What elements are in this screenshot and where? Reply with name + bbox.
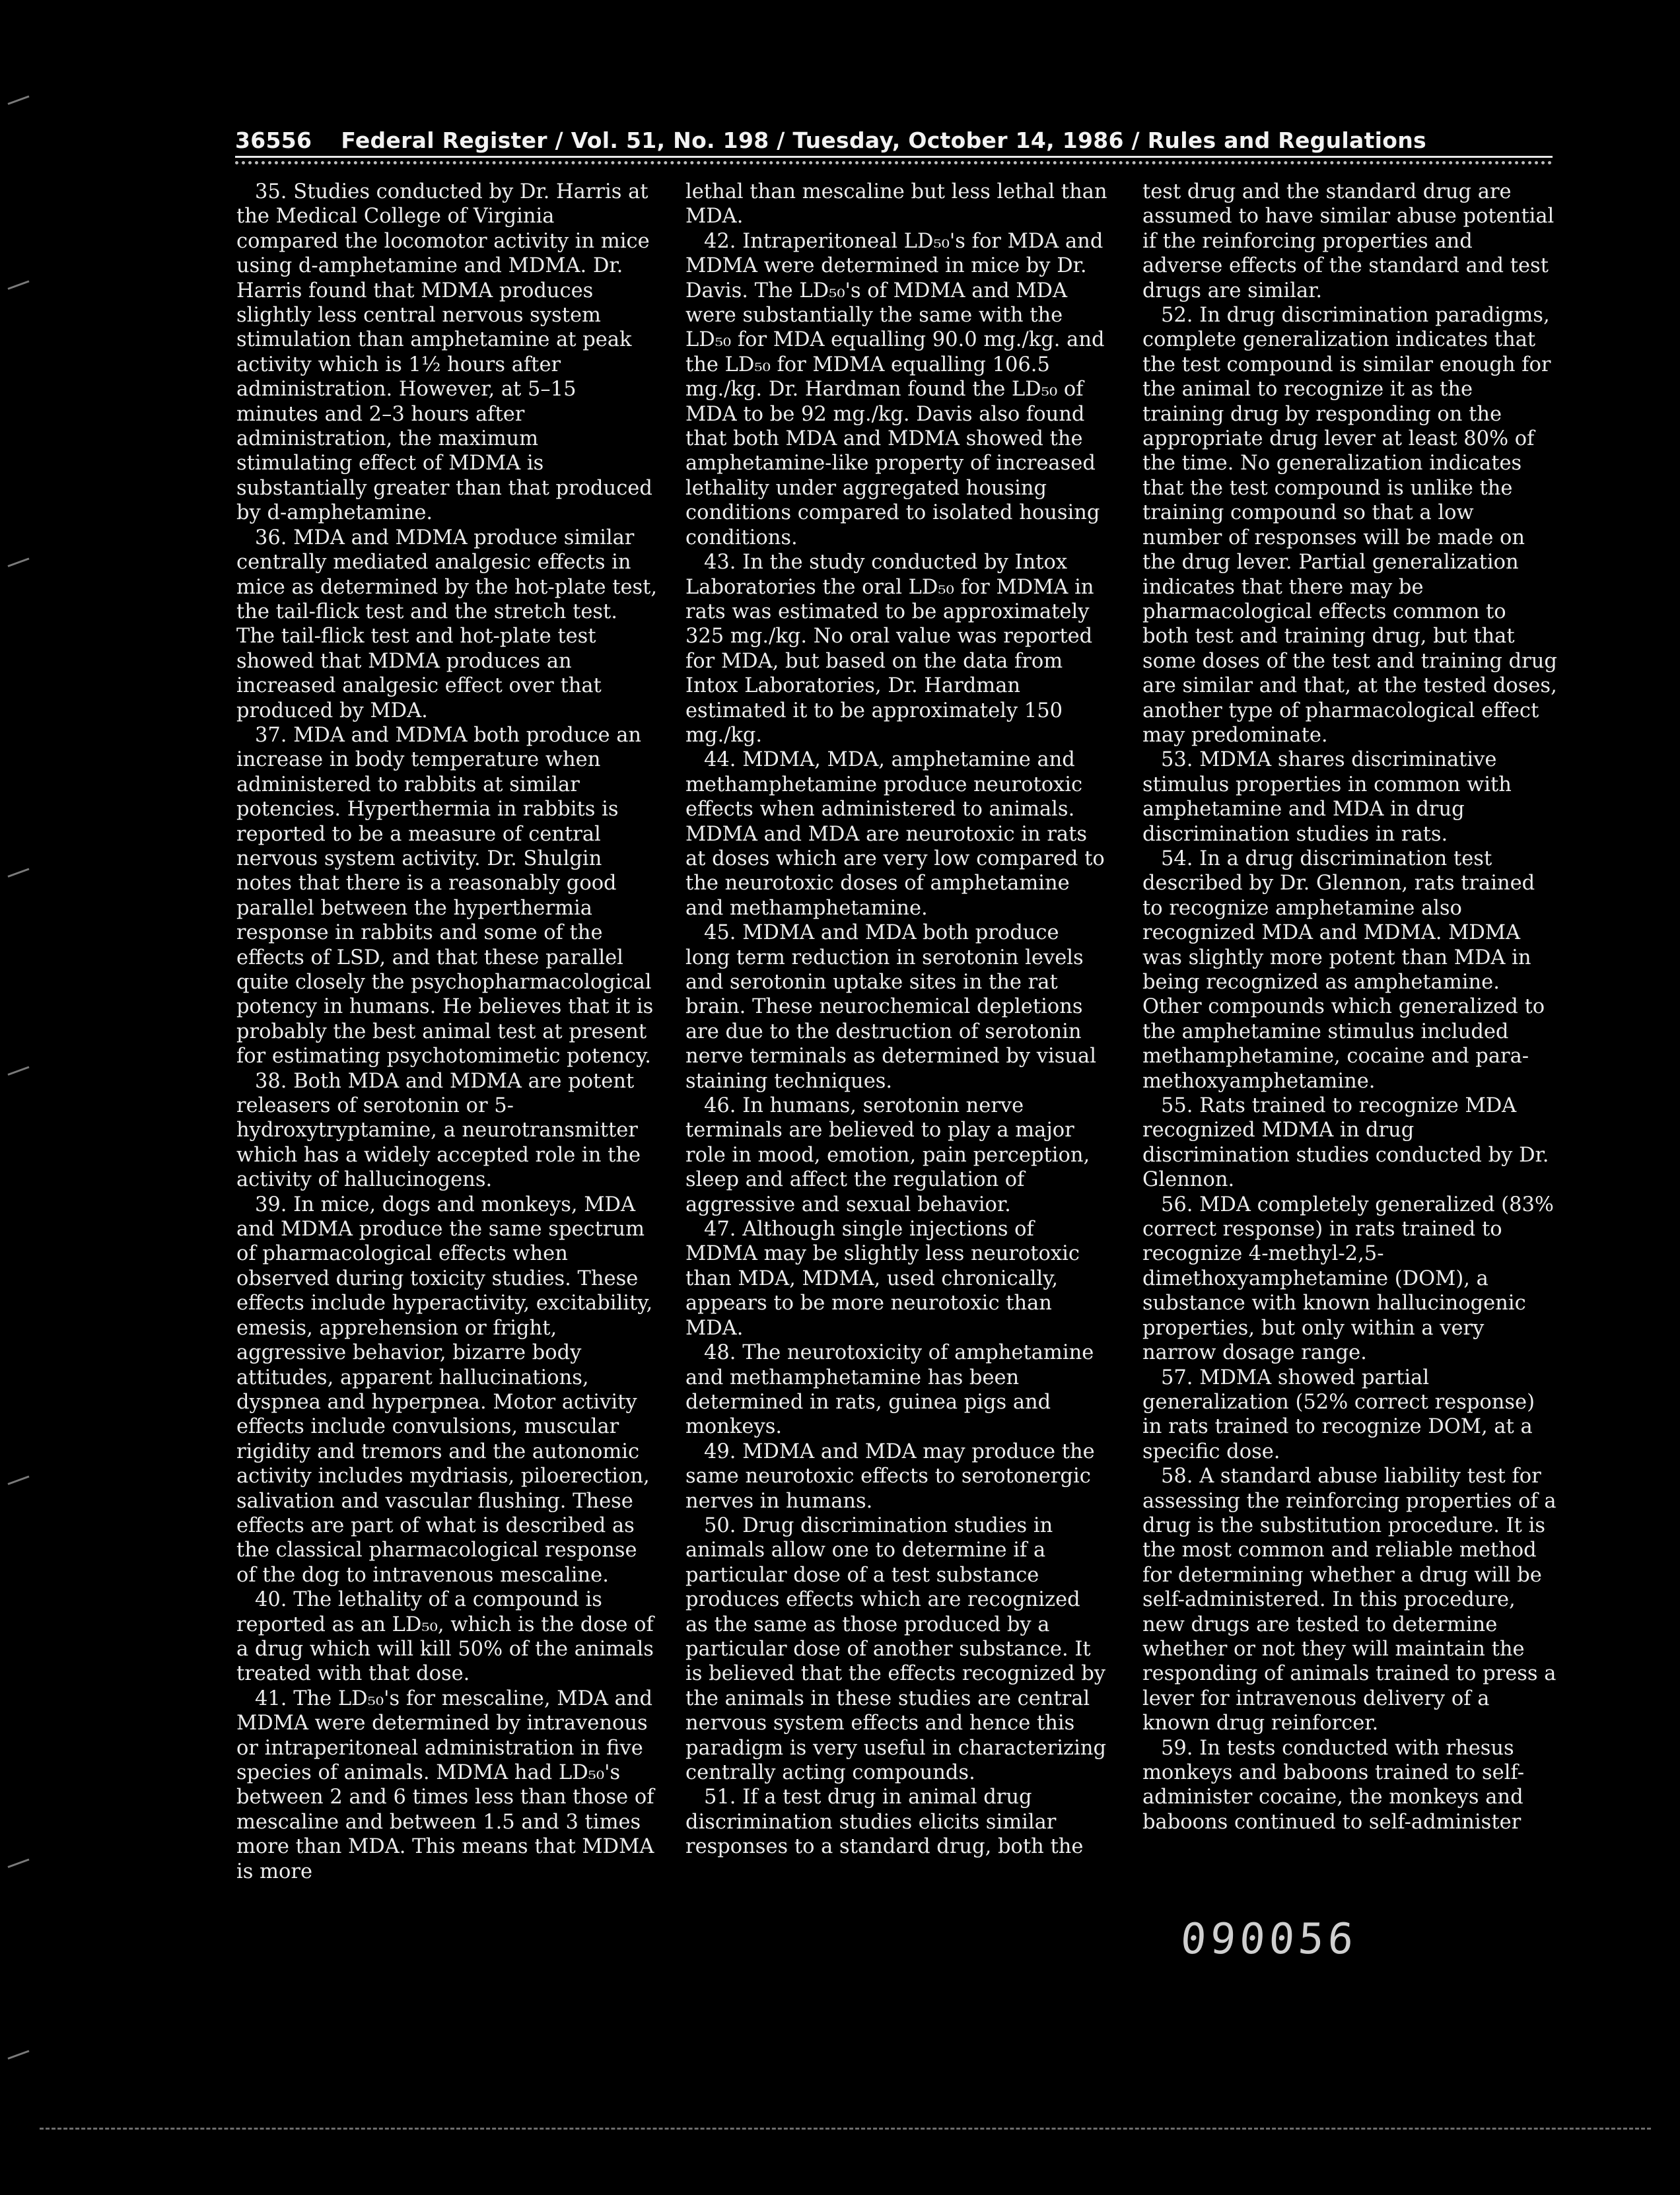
- paragraph-59: 59. In tests conducted with rhesus monkeys and baboons trained to self-administer cocaine, the monkeys and baboons continued to self-administer: [1142, 1736, 1524, 1834]
- paragraph-41: 41. The LD₅₀'s for mescaline, MDA and MDMA were determined by intravenous or intraperitoneal administration in five species of animals. MDMA had LD₅₀'s between 2 and 6 times less than those of mescaline and between 1.5 and 3 times more than MDA. This means that MDMA is more: [236, 1687, 654, 1883]
- paragraph-49: 49. MDMA and MDA may produce the same neurotoxic effects to serotonergic nerves in humans.: [685, 1440, 1095, 1513]
- header-rule-dotted: [235, 161, 1553, 164]
- column-3: [1142, 180, 1557, 1834]
- column-1: [236, 180, 659, 1884]
- text-columns: [236, 180, 1557, 1883]
- running-header: [235, 114, 1553, 153]
- paragraph-43: 43. In the study conducted by Intox Laboratories the oral LD₅₀ for MDMA in rats was estimated to be approximately 325 mg./kg. No oral value was reported for MDA, but based on the data from Intox Laboratories, Dr. Hardman estimated it to be approximately 150 mg./kg.: [685, 551, 1094, 747]
- scan-mark: [7, 280, 30, 293]
- scan-bottom-edge: [40, 2128, 1651, 2130]
- column-2: [685, 180, 1108, 1860]
- page-number: 36556: [235, 127, 312, 153]
- paragraph-40: 40. The lethality of a compound is reported as an LD₅₀, which is the dose of a drug which will kill 50% of the animals treated with that dose.: [236, 1588, 654, 1686]
- paragraph-39: 39. In mice, dogs and monkeys, MDA and MDMA produce the same spectrum of pharmacological effects when observed during toxicity studies. These effects include hyperactivity, excitability, emesis, apprehension or fright, aggressive behavior, bizarre body attitudes, apparent hallucinations, dyspnea and hyperpnea. Motor activity effects include convulsions, muscular rigidity and tremors and the autonomic activity includes mydriasis, piloerection, salivation and vascular flushing. These effects are part of what is described as the classical pharmacological response of the dog to intravenous mescaline.: [236, 1193, 653, 1587]
- paragraph-45: 45. MDMA and MDA both produce long term reduction in serotonin levels and serotonin uptake sites in the rat brain. These neurochemical depletions are due to the destruction of serotonin nerve terminals as determined by visual staining techniques.: [685, 921, 1096, 1093]
- publication-line: Federal Register / Vol. 51, No. 198 / Tuesday, October 14, 1986 / Rules and Regulations: [341, 127, 1426, 153]
- scan-mark: [7, 868, 30, 881]
- header-rule: [235, 156, 1553, 158]
- scan-mark: [7, 1858, 30, 1871]
- scan-mark: [7, 1475, 30, 1488]
- paragraph-58: 58. A standard abuse liability test for assessing the reinforcing properties of a drug is the substitution procedure. It is the most common and reliable method for determining whether a drug will be self-administered. In this procedure, new drugs are tested to determine whether or not they will maintain the responding of animals trained to press a lever for intravenous delivery of a known drug reinforcer.: [1142, 1465, 1557, 1735]
- paragraph-35: 35. Studies conducted by Dr. Harris at the Medical College of Virginia compared the locomotor activity in mice using d-amphetamine and MDMA. Dr. Harris found that MDMA produces slightly less central nervous system stimulation than amphetamine at peak activity which is 1½ hours after administration. However, at 5–15 minutes and 2–3 hours after administration, the maximum stimulating effect of MDMA is substantially greater than that produced by d-amphetamine.: [236, 180, 652, 525]
- document-stamp-number: 090056: [1179, 1915, 1359, 1964]
- paragraph-46: 46. In humans, serotonin nerve terminals are believed to play a major role in mood, emotion, pain perception, sleep and affect the regulation of aggressive and sexual behavior.: [685, 1094, 1090, 1216]
- paragraph-51: 51. If a test drug in animal drug discrimination studies elicits similar responses to a standard drug, both the: [685, 1786, 1084, 1859]
- paragraph-52: 52. In drug discrimination paradigms, complete generalization indicates that the test compound is similar enough for the animal to recognize it as the training drug by responding on the appropriate drug lever at least 80% of the time. No generalization indicates that the test compound is unlike the training compound so that a low number of responses will be made on the drug lever. Partial generalization indicates that there may be pharmacological effects common to both test and training drug, but that some doses of the test and training drug are similar and that, at the tested doses, another type of pharmacological effect may predominate.: [1142, 304, 1557, 747]
- paragraph-51-continued: test drug and the standard drug are assumed to have similar abuse potential if the reinforcing properties and adverse effects of the standard and test drugs are similar.: [1142, 180, 1555, 302]
- scan-mark: [7, 1066, 30, 1079]
- scan-mark: [7, 2050, 30, 2063]
- paragraph-37: 37. MDA and MDMA both produce an increase in body temperature when administered to rabbits at similar potencies. Hyperthermia in rabbits is reported to be a measure of central nervous system activity. Dr. Shulgin notes that there is a reasonably good parallel between the hyperthermia response in rabbits and some of the effects of LSD, and that these parallel quite closely the psychopharmacological potency in humans. He believes that it is probably the best animal test at present for estimating psychotomimetic potency.: [236, 723, 654, 1068]
- scan-mark: [7, 95, 30, 108]
- paragraph-48: 48. The neurotoxicity of amphetamine and methamphetamine has been determined in rats, guinea pigs and monkeys.: [685, 1341, 1094, 1439]
- scan-mark: [7, 557, 30, 571]
- paragraph-47: 47. Although single injections of MDMA may be slightly less neurotoxic than MDA, MDMA, used chronically, appears to be more neurotoxic than MDA.: [685, 1218, 1080, 1340]
- paragraph-53: 53. MDMA shares discriminative stimulus properties in common with amphetamine and MDA in drug discrimination studies in rats.: [1142, 748, 1512, 846]
- paragraph-36: 36. MDA and MDMA produce similar centrally mediated analgesic effects in mice as determined by the hot-plate test, the tail-flick test and the stretch test. The tail-flick test and hot-plate test showed that MDMA produces an increased analgesic effect over that produced by MDA.: [236, 526, 658, 722]
- paragraph-56: 56. MDA completely generalized (83% correct response) in rats trained to recognize 4-methyl-2,5-dimethoxyamphetamine (DOM), a substance with known hallucinogenic properties, but only within a very narrow dosage range.: [1142, 1193, 1554, 1365]
- paragraph-50: 50. Drug discrimination studies in animals allow one to determine if a particular dose of a test substance produces effects which are recognized as the same as those produced by a particular dose of another substance. It is believed that the effects recognized by the animals in these studies are central nervous system effects and hence this paradigm is very useful in characterizing centrally acting compounds.: [685, 1514, 1106, 1784]
- paragraph-41-continued: lethal than mescaline but less lethal than MDA.: [685, 180, 1107, 228]
- paragraph-55: 55. Rats trained to recognize MDA recognized MDMA in drug discrimination studies conducted by Dr. Glennon.: [1142, 1094, 1549, 1192]
- paragraph-57: 57. MDMA showed partial generalization (52% correct response) in rats trained to recognize DOM, at a specific dose.: [1142, 1366, 1535, 1463]
- left-margin-marks: [0, 0, 40, 2195]
- paragraph-44: 44. MDMA, MDA, amphetamine and methamphetamine produce neurotoxic effects when administered to animals. MDMA and MDA are neurotoxic in rats at doses which are very low compared to the neurotoxic doses of amphetamine and methamphetamine.: [685, 748, 1105, 920]
- paragraph-38: 38. Both MDA and MDMA are potent releasers of serotonin or 5-hydroxytryptamine, a neurotransmitter which has a widely accepted role in the activity of hallucinogens.: [236, 1069, 641, 1192]
- paragraph-42: 42. Intraperitoneal LD₅₀'s for MDA and MDMA were determined in mice by Dr. Davis. The LD₅₀'s of MDMA and MDA were substantially the same with the LD₅₀ for MDA equalling 90.0 mg./kg. and the LD₅₀ for MDMA equalling 106.5 mg./kg. Dr. Hardman found the LD₅₀ of MDA to be 92 mg./kg. Davis also found that both MDA and MDMA showed the amphetamine-like property of increased lethality under aggregated housing conditions compared to isolated housing conditions.: [685, 229, 1105, 549]
- paragraph-54: 54. In a drug discrimination test described by Dr. Glennon, rats trained to recognize amphetamine also recognized MDA and MDMA. MDMA was slightly more potent than MDA in being recognized as amphetamine. Other compounds which generalized to the amphetamine stimulus included methamphetamine, cocaine and para-methoxyamphetamine.: [1142, 847, 1545, 1093]
